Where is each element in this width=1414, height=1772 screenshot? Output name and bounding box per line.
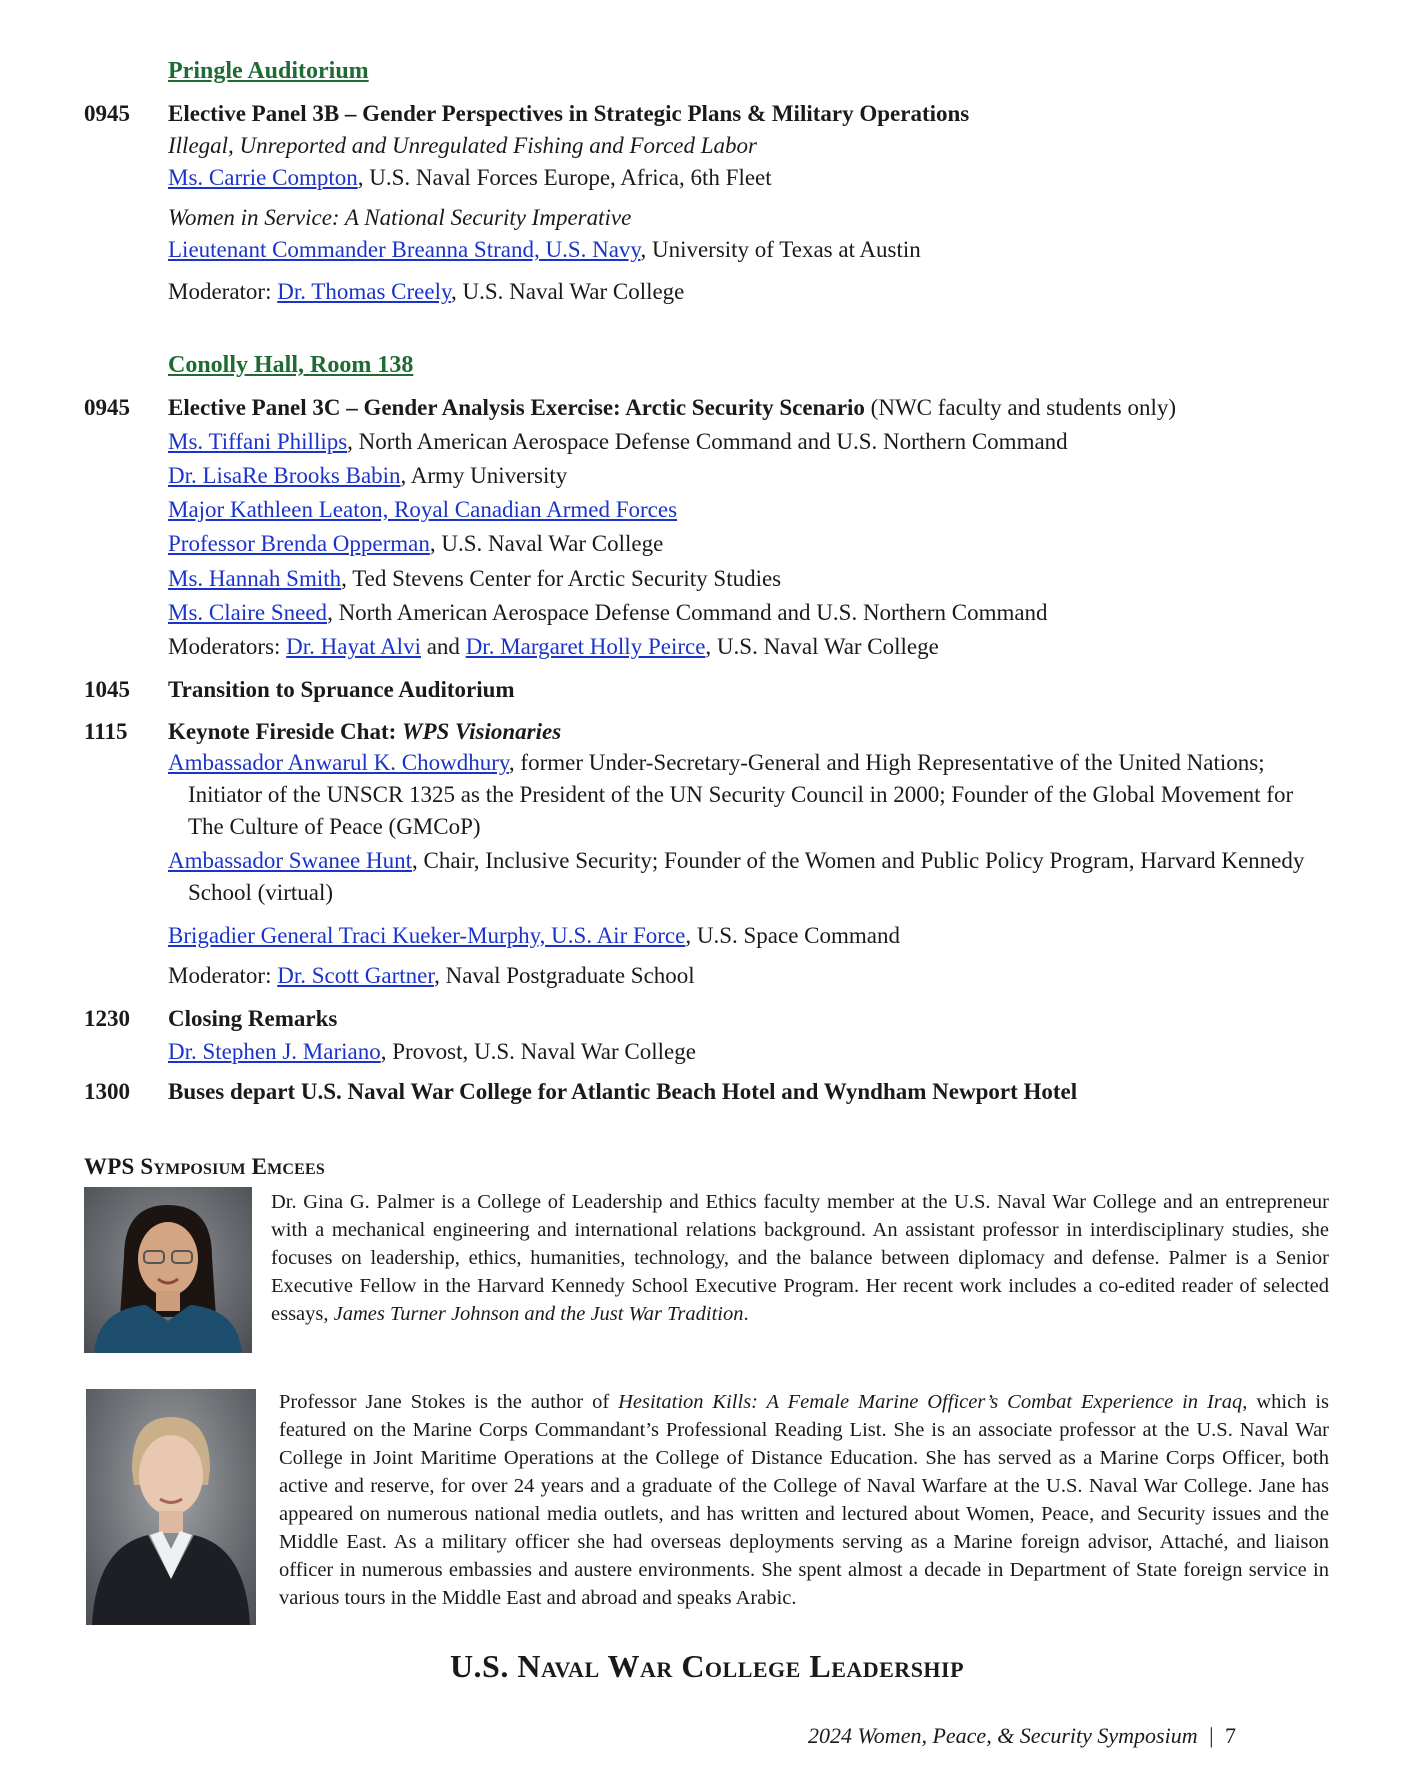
stokes-bio-intro: Professor Jane Stokes is the author of — [279, 1391, 619, 1413]
moderator-link[interactable]: Dr. Margaret Holly Peirce — [465, 634, 706, 659]
keynote-title-italic: WPS Visionaries — [402, 719, 562, 744]
panelist-link[interactable]: Professor Brenda Opperman — [168, 531, 430, 556]
palmer-book-title: James Turner Johnson and the Just War Tradition — [333, 1303, 744, 1325]
speaker-description: , U.S. Space Command — [685, 923, 900, 948]
keynote-title: Keynote Fireside Chat: — [168, 719, 403, 744]
speaker-description: , Chair, Inclusive Security; Founder of the Women and Public Policy Program, Harvard Kennedy School (virtual) — [188, 848, 1305, 905]
panelist-link[interactable]: Major Kathleen Leaton, Royal Canadian Armed Forces — [168, 497, 678, 522]
talk-speaker-line — [168, 165, 772, 191]
session-title: Transition to Spruance Auditorium — [168, 677, 515, 702]
keynote-speaker-entry — [168, 845, 1328, 909]
session-title: Buses depart U.S. Naval War College for Atlantic Beach Hotel and Wyndham Newport Hotel — [168, 1079, 1078, 1104]
moderator-label: Moderator: — [168, 963, 278, 988]
moderators-affiliation: , U.S. Naval War College — [705, 634, 939, 659]
palmer-bio-text: Dr. Gina G. Palmer is a College of Leadership and Ethics faculty member at the U.S. Naval War College and an entrepreneur with a mechanical engineering and international relations background. An assistant professor in interdisciplinary studies, she focuses on leadership, ethics, humanities, technology, and the balance between diplomacy and defense. Palmer is a Senior Executive Fellow in the Harvard Kennedy School Executive Program. Her recent work includes a co-edited reader of selected essays, — [271, 1191, 1329, 1325]
keynote-speaker-entry — [168, 923, 900, 949]
portrait-illustration — [84, 1187, 252, 1353]
venue-conolly-hall: Conolly Hall, Room 138 — [168, 352, 414, 378]
panelist-affiliation: , North American Aerospace Defense Command and U.S. Northern Command — [347, 429, 1068, 454]
speaker-link[interactable]: Dr. Stephen J. Mariano — [168, 1039, 381, 1064]
panelist-link[interactable]: Ms. Tiffani Phillips — [168, 429, 348, 454]
session-title: Closing Remarks — [168, 1006, 338, 1031]
panelist-affiliation: , North American Aerospace Defense Command and U.S. Northern Command — [327, 600, 1048, 625]
session-time: 0945 — [84, 395, 130, 420]
stokes-photo — [86, 1389, 256, 1625]
speaker-link[interactable]: Ms. Carrie Compton — [168, 165, 358, 190]
moderator-link[interactable]: Dr. Hayat Alvi — [286, 634, 421, 659]
footer-text: 2024 Women, Peace, & Security Symposium — [808, 1723, 1198, 1748]
speaker-link[interactable]: Lieutenant Commander Breanna Strand, U.S. Navy — [168, 237, 641, 262]
session-time: 0945 — [84, 101, 130, 126]
stokes-bio — [279, 1388, 1329, 1612]
portrait-illustration — [86, 1389, 256, 1625]
session-title: Elective Panel 3C – Gender Analysis Exercise: Arctic Security Scenario — [168, 395, 865, 420]
session-time: 1115 — [84, 719, 128, 744]
panelist-link[interactable]: Dr. LisaRe Brooks Babin — [168, 463, 401, 488]
panelist-affiliation: , Ted Stevens Center for Arctic Security Studies — [341, 566, 782, 591]
moderator-line — [168, 963, 695, 989]
panelist-affiliation: , U.S. Naval War College — [429, 531, 664, 556]
venue-pringle-auditorium: Pringle Auditorium — [168, 58, 369, 84]
speaker-affiliation: , University of Texas at Austin — [640, 237, 921, 262]
panelist-link[interactable]: Ms. Hannah Smith — [168, 566, 342, 591]
keynote-title-line — [168, 719, 561, 745]
moderator-affiliation: , Naval Postgraduate School — [434, 963, 695, 988]
panelist-line — [168, 600, 1048, 626]
moderators-line — [168, 634, 939, 660]
speaker-link[interactable]: Ambassador Anwarul K. Chowdhury — [168, 750, 509, 775]
panelist-line — [168, 497, 677, 523]
speaker-line — [168, 1039, 696, 1065]
footer-separator: | — [1209, 1723, 1214, 1748]
speaker-link[interactable]: Brigadier General Traci Kueker-Murphy, U.S. Air Force — [168, 923, 686, 948]
speaker-affiliation: , U.S. Naval Forces Europe, Africa, 6th Fleet — [357, 165, 772, 190]
conjunction: and — [420, 634, 466, 659]
palmer-photo — [84, 1187, 252, 1353]
stokes-book-title: Hesitation Kills: A Female Marine Officer’s Combat Experience in Iraq — [618, 1391, 1243, 1413]
panelist-line — [168, 531, 663, 557]
session-title-line — [168, 395, 1176, 421]
moderators-label: Moderators: — [168, 634, 287, 659]
talk-topic: Illegal, Unreported and Unregulated Fishing and Forced Labor — [168, 133, 757, 158]
session-time: 1230 — [84, 1006, 130, 1031]
keynote-speaker-entry — [168, 747, 1328, 843]
moderator-link[interactable]: Dr. Thomas Creely — [277, 279, 451, 304]
stokes-bio-text: , which is featured on the Marine Corps Commandant’s Professional Reading List. She is an associate professor at the U.S. Naval War College in Joint Maritime Operations at the College of Distance Education. She has served as a Marine Corps Officer, both active and reserve, for over 24 years and a graduate of the College of Naval Warfare at the U.S. Naval War College. Jane has appeared on numerous national media outlets, and has written and lectured about Women, Peace, and Security issues and the Middle East. As a military officer she had overseas deployments serving as a Marine foreign advisor, Attaché, and liaison officer in numerous embassies and austere environments. She spent almost a decade in Department of State foreign service in various tours in the Middle East and abroad and speaks Arabic. — [279, 1391, 1330, 1609]
footer — [808, 1723, 1236, 1749]
palmer-bio-end: . — [743, 1303, 749, 1325]
talk-topic: Women in Service: A National Security Imperative — [168, 205, 632, 230]
moderator-link[interactable]: Dr. Scott Gartner — [277, 963, 435, 988]
leadership-heading: U.S. Naval War College Leadership — [449, 1648, 965, 1684]
moderator-line — [168, 279, 684, 305]
session-time: 1045 — [84, 677, 130, 702]
moderator-label: Moderator: — [168, 279, 278, 304]
talk-speaker-line — [168, 237, 921, 263]
session-title-note: (NWC faculty and students only) — [864, 395, 1176, 420]
palmer-bio — [271, 1188, 1329, 1328]
panelist-affiliation: , Army University — [400, 463, 568, 488]
speaker-description: , former Under-Secretary-General and High Representative of the United Nations; Initiator of the UNSCR 1325 as the President of the UN Security Council in 2000; Founder of the Global Movement for The Culture of Peace (GMCoP) — [188, 750, 1294, 839]
panelist-line — [168, 429, 1068, 455]
panelist-line — [168, 566, 781, 592]
panelist-line — [168, 463, 567, 489]
speaker-affiliation: , Provost, U.S. Naval War College — [380, 1039, 696, 1064]
session-title: Elective Panel 3B – Gender Perspectives in Strategic Plans & Military Operations — [168, 101, 970, 126]
moderator-affiliation: , U.S. Naval War College — [450, 279, 685, 304]
panelist-link[interactable]: Ms. Claire Sneed — [168, 600, 328, 625]
session-time: 1300 — [84, 1079, 130, 1104]
speaker-link[interactable]: Ambassador Swanee Hunt — [168, 848, 413, 873]
emcees-heading: WPS Symposium Emcees — [84, 1154, 326, 1179]
page-number: 7 — [1225, 1723, 1237, 1748]
